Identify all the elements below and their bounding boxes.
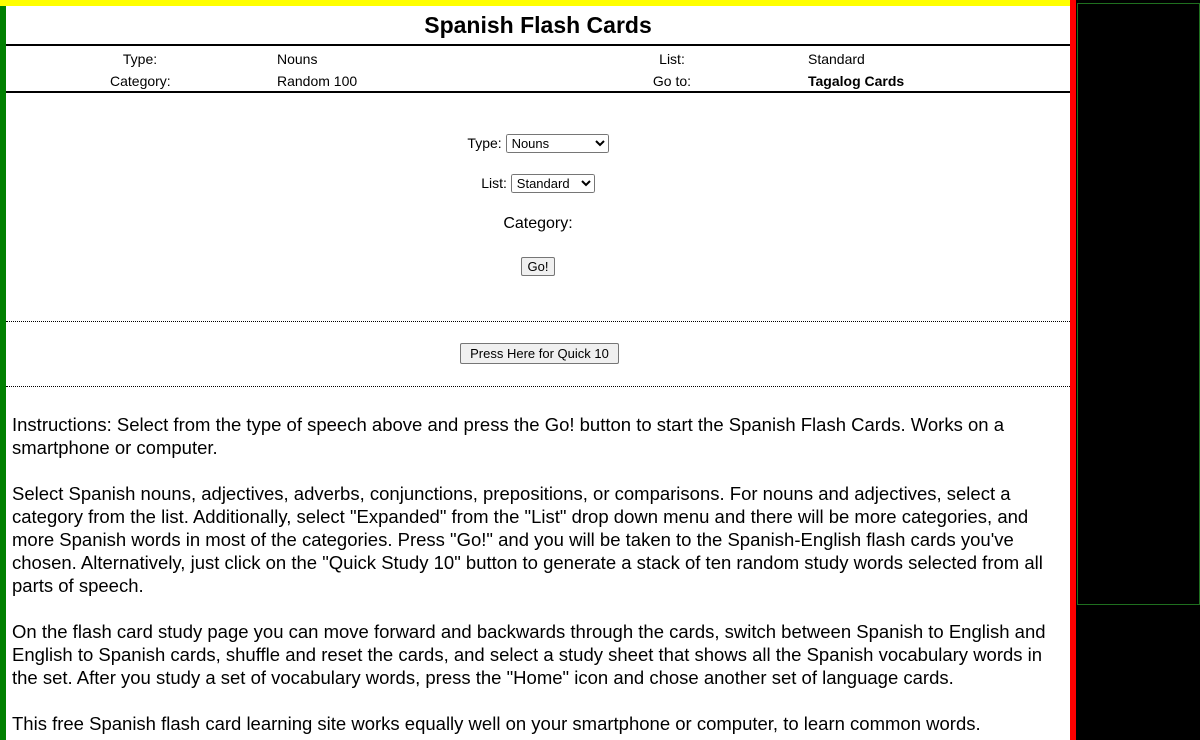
main-content — [6, 6, 1070, 740]
instructions-paragraph: On the flash card study page you can move forward and backwards through the cards, switch between Spanish to English and English to Spanish cards, shuffle and reset the cards, and select a study sheet that shows all the Spanish vocabulary words in the set. After you study a set of vocabulary words, press the "Home" icon and chose another set of language cards. — [12, 621, 1046, 688]
side-ad-panel — [1077, 3, 1200, 605]
type-label: Type: — [467, 135, 502, 151]
type-select[interactable] — [506, 134, 609, 153]
flag-stripe-red — [1070, 0, 1076, 740]
go-button[interactable]: Go! — [521, 257, 556, 276]
info-list-value: Standard — [808, 51, 865, 67]
flag-stripe-yellow — [0, 0, 1076, 6]
type-row — [6, 134, 1070, 153]
info-category-label: Category: — [110, 73, 171, 89]
page-title: Spanish Flash Cards — [424, 12, 652, 38]
flag-stripe-green — [0, 0, 6, 740]
instructions-paragraph: This free Spanish flash card learning site works equally well on your smartphone or computer, to learn common words. — [12, 713, 981, 734]
instructions-paragraph: Instructions: Select from the type of speech above and press the Go! button to start the Spanish Flash Cards. Works on a smartphone or computer. — [12, 414, 1004, 458]
tagalog-cards-link[interactable]: Tagalog Cards — [808, 73, 905, 89]
info-type-value: Nouns — [277, 51, 318, 67]
quick-study-section — [6, 321, 1070, 387]
info-table — [6, 46, 1070, 93]
list-select[interactable] — [511, 174, 595, 193]
go-row — [6, 257, 1070, 276]
info-type-label: Type: — [122, 51, 158, 67]
title-bar — [6, 6, 1070, 46]
quick-10-button[interactable]: Press Here for Quick 10 — [460, 343, 619, 364]
instructions-paragraph: Select Spanish nouns, adjectives, adverbs, conjunctions, prepositions, or comparisons. For nouns and adjectives, select a category from the list. Additionally, select "Expanded" from the "List" drop down menu and there will be more categories, and more Spanish words in most of the categories. Press "Go!" and you will be taken to the Spanish-English flash cards you've chosen. Alternatively, just click on the "Quick Study 10" button to generate a stack of ten random study words selected from all parts of speech. — [12, 483, 1043, 596]
list-label: List: — [481, 175, 507, 191]
list-row — [6, 174, 1070, 193]
info-list-label: List: — [659, 51, 685, 67]
info-category-value: Random 100 — [277, 73, 358, 89]
category-label: Category: — [503, 215, 573, 232]
instructions — [6, 387, 1070, 735]
controls-form — [6, 93, 1070, 321]
info-goto-label: Go to: — [652, 73, 692, 89]
